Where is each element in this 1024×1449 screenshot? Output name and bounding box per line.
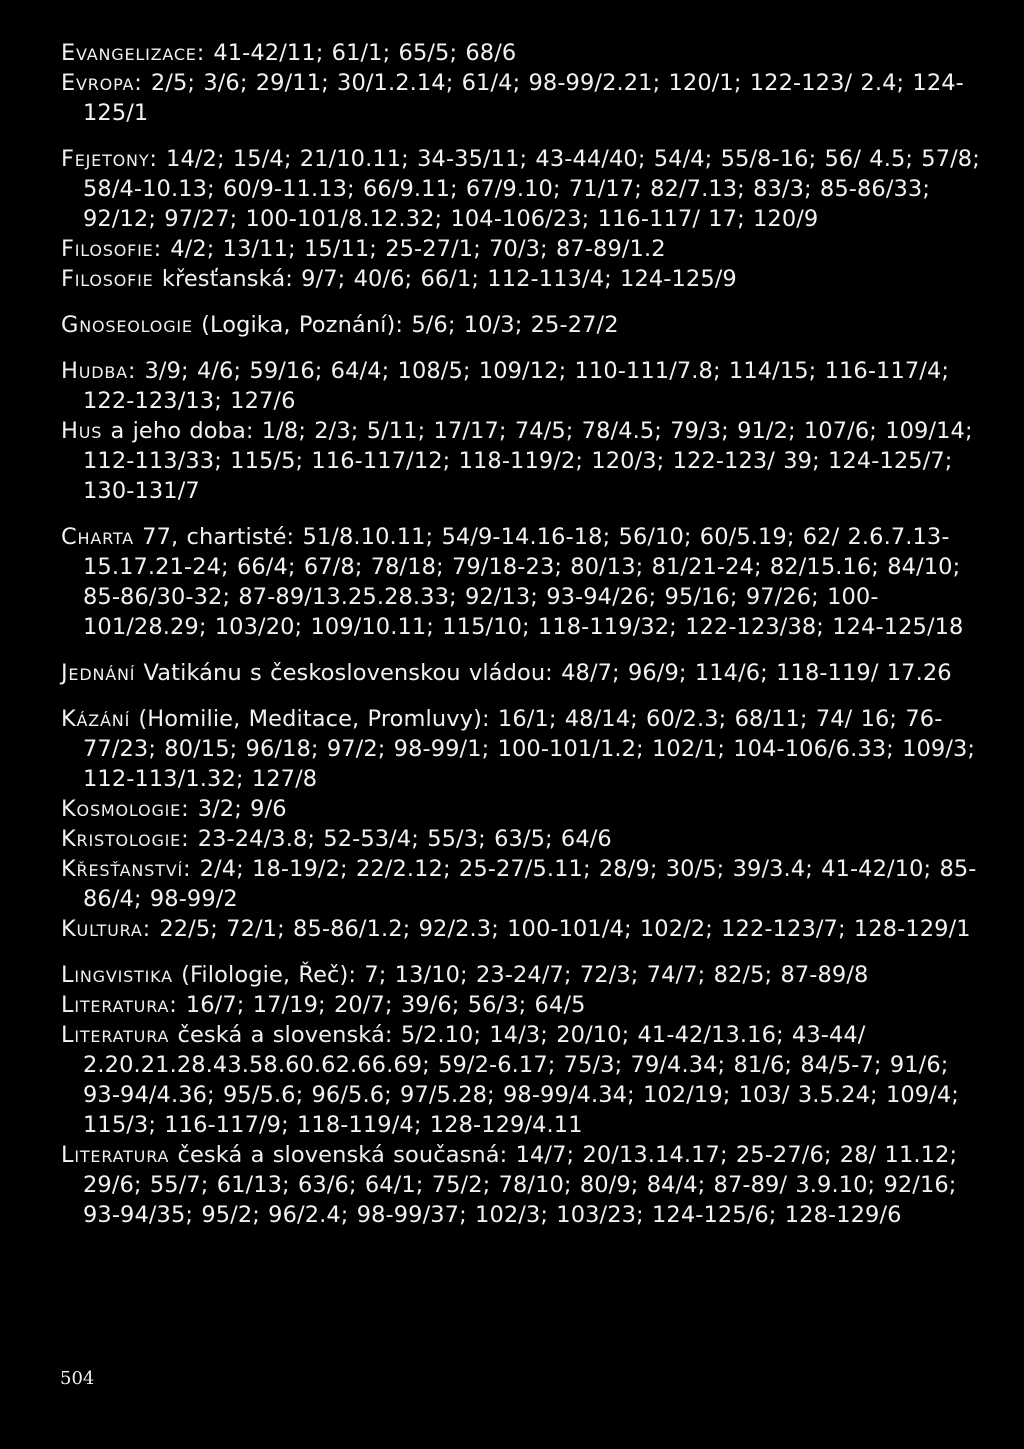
entry-heading: Hus <box>61 418 103 444</box>
entry-heading: Hudba: <box>61 358 137 384</box>
index-entry-kultura <box>61 914 981 944</box>
entry-references: Vatikánu s československou vládou: 48/7; 96/9; 114/6; 118-119/ 17.26 <box>135 660 952 686</box>
index-entry-literatura-soucasna <box>61 1140 981 1230</box>
entry-heading: Křesťanství: <box>61 856 192 882</box>
entry-heading: Kultura: <box>61 916 152 942</box>
entry-references: 2/5; 3/6; 29/11; 30/1.2.14; 61/4; 98-99/2.21; 120/1; 122-123/ 2.4; 124-125/1 <box>83 70 964 126</box>
entry-references: a jeho doba: 1/8; 2/3; 5/11; 17/17; 74/5; 78/4.5; 79/3; 91/2; 107/6; 109/14; 112-113/33; 115/5; 116-117/12; 118-119/2; 120/3; 122-123/ 39; 124-125/7; 130-131/7 <box>83 418 973 504</box>
entry-references: 22/5; 72/1; 85-86/1.2; 92/2.3; 100-101/4; 102/2; 122-123/7; 128-129/1 <box>151 916 971 942</box>
entry-heading: Kázání <box>61 706 131 732</box>
entry-references: 4/2; 13/11; 15/11; 25-27/1; 70/3; 87-89/1.2 <box>161 236 666 262</box>
index-entry-evropa <box>61 68 981 128</box>
index-entry-literatura-ceska-slovenska <box>61 1020 981 1140</box>
entry-heading: Filosofie: <box>61 236 162 262</box>
entry-heading: Evropa: <box>61 70 143 96</box>
index-entry-lingvistika <box>61 960 981 990</box>
entry-references: (Filologie, Řeč): 7; 13/10; 23-24/7; 72/3; 74/7; 82/5; 87-89/8 <box>172 962 869 988</box>
index-entry-evangelizace <box>61 38 981 68</box>
entry-references: 3/2; 9/6 <box>189 796 287 822</box>
entry-heading: Filosofie <box>61 266 154 292</box>
index-entry-hudba <box>61 356 981 416</box>
entry-references: (Homilie, Meditace, Promluvy): 16/1; 48/14; 60/2.3; 68/11; 74/ 16; 76-77/23; 80/15; 96/18; 97/2; 98-99/1; 100-101/1.2; 102/1; 104-106/6.33; 109/3; 112-113/1.32; 127/8 <box>83 706 976 792</box>
index-entry-jednani <box>61 658 981 688</box>
index-page <box>61 38 981 1230</box>
entry-references: 2/4; 18-19/2; 22/2.12; 25-27/5.11; 28/9; 30/5; 39/3.4; 41-42/10; 85-86/4; 98-99/2 <box>83 856 977 912</box>
entry-heading: Literatura: <box>61 992 178 1018</box>
index-entry-filosofie-krestanska <box>61 264 981 294</box>
entry-references: 23-24/3.8; 52-53/4; 55/3; 63/5; 64/6 <box>189 826 612 852</box>
entry-heading: Fejetony: <box>61 146 158 172</box>
index-entry-kosmologie <box>61 794 981 824</box>
index-entry-gnoseologie <box>61 310 981 340</box>
entry-heading: Evangelizace: <box>61 40 206 66</box>
entry-references: 41-42/11; 61/1; 65/5; 68/6 <box>205 40 517 66</box>
page-number: 504 <box>60 1368 95 1389</box>
entry-references: 77, chartisté: 51/8.10.11; 54/9-14.16-18; 56/10; 60/5.19; 62/ 2.6.7.13-15.17.21-24; 66/4; 67/8; 78/18; 79/18-23; 80/13; 81/21-24; 82/15.16; 84/10; 85-86/30-32; 87-89/13.25.28.33; 92/13; 93-94/26; 95/16; 97/26; 100-101/28.29; 103/20; 109/10.11; 115/10; 118-119/32; 122-123/38; 124-125/18 <box>83 524 964 640</box>
index-entry-literatura <box>61 990 981 1020</box>
entry-heading: Jednání <box>61 660 136 686</box>
index-entry-krestanstvi <box>61 854 981 914</box>
index-entry-kristologie <box>61 824 981 854</box>
entry-heading: Literatura <box>61 1142 170 1168</box>
entry-references: 3/9; 4/6; 59/16; 64/4; 108/5; 109/12; 110-111/7.8; 114/15; 116-117/4; 122-123/13; 127/6 <box>83 358 950 414</box>
index-entry-fejetony <box>61 144 981 234</box>
entry-heading: Kosmologie: <box>61 796 190 822</box>
index-entry-charta <box>61 522 981 642</box>
entry-heading: Lingvistika <box>61 962 173 988</box>
entry-references: česká a slovenská: 5/2.10; 14/3; 20/10; 41-42/13.16; 43-44/ 2.20.21.28.43.58.60.62.66.69; 59/2-6.17; 75/3; 79/4.34; 81/6; 84/5-7; 91/6; 93-94/4.36; 95/5.6; 96/5.6; 97/5.28; 98-99/4.34; 102/19; 103/ 3.5.24; 109/4; 115/3; 116-117/9; 118-119/4; 128-129/4.11 <box>83 1022 959 1138</box>
entry-references: křesťanská: 9/7; 40/6; 66/1; 112-113/4; 124-125/9 <box>153 266 737 292</box>
entry-references: (Logika, Poznání): 5/6; 10/3; 25-27/2 <box>192 312 619 338</box>
entry-heading: Literatura <box>61 1022 170 1048</box>
entry-references: 14/2; 15/4; 21/10.11; 34-35/11; 43-44/40; 54/4; 55/8-16; 56/ 4.5; 57/8; 58/4-10.13; 60/9-11.13; 66/9.11; 67/9.10; 71/17; 82/7.13; 83/3; 85-86/33; 92/12; 97/27; 100-101/8.12.32; 104-106/23; 116-117/ 17; 120/9 <box>83 146 980 232</box>
index-entry-hus <box>61 416 981 506</box>
entry-heading: Gnoseologie <box>61 312 193 338</box>
entry-references: 16/7; 17/19; 20/7; 39/6; 56/3; 64/5 <box>177 992 586 1018</box>
entry-heading: Charta <box>61 524 134 550</box>
entry-references: česká a slovenská současná: 14/7; 20/13.14.17; 25-27/6; 28/ 11.12; 29/6; 55/7; 61/13; 63/6; 64/1; 75/2; 78/10; 80/9; 84/4; 87-89/ 3.9.10; 92/16; 93-94/35; 95/2; 96/2.4; 98-99/37; 102/3; 103/23; 124-125/6; 128-129/6 <box>83 1142 958 1228</box>
index-entry-filosofie <box>61 234 981 264</box>
entry-heading: Kristologie: <box>61 826 190 852</box>
index-entry-kazani <box>61 704 981 794</box>
